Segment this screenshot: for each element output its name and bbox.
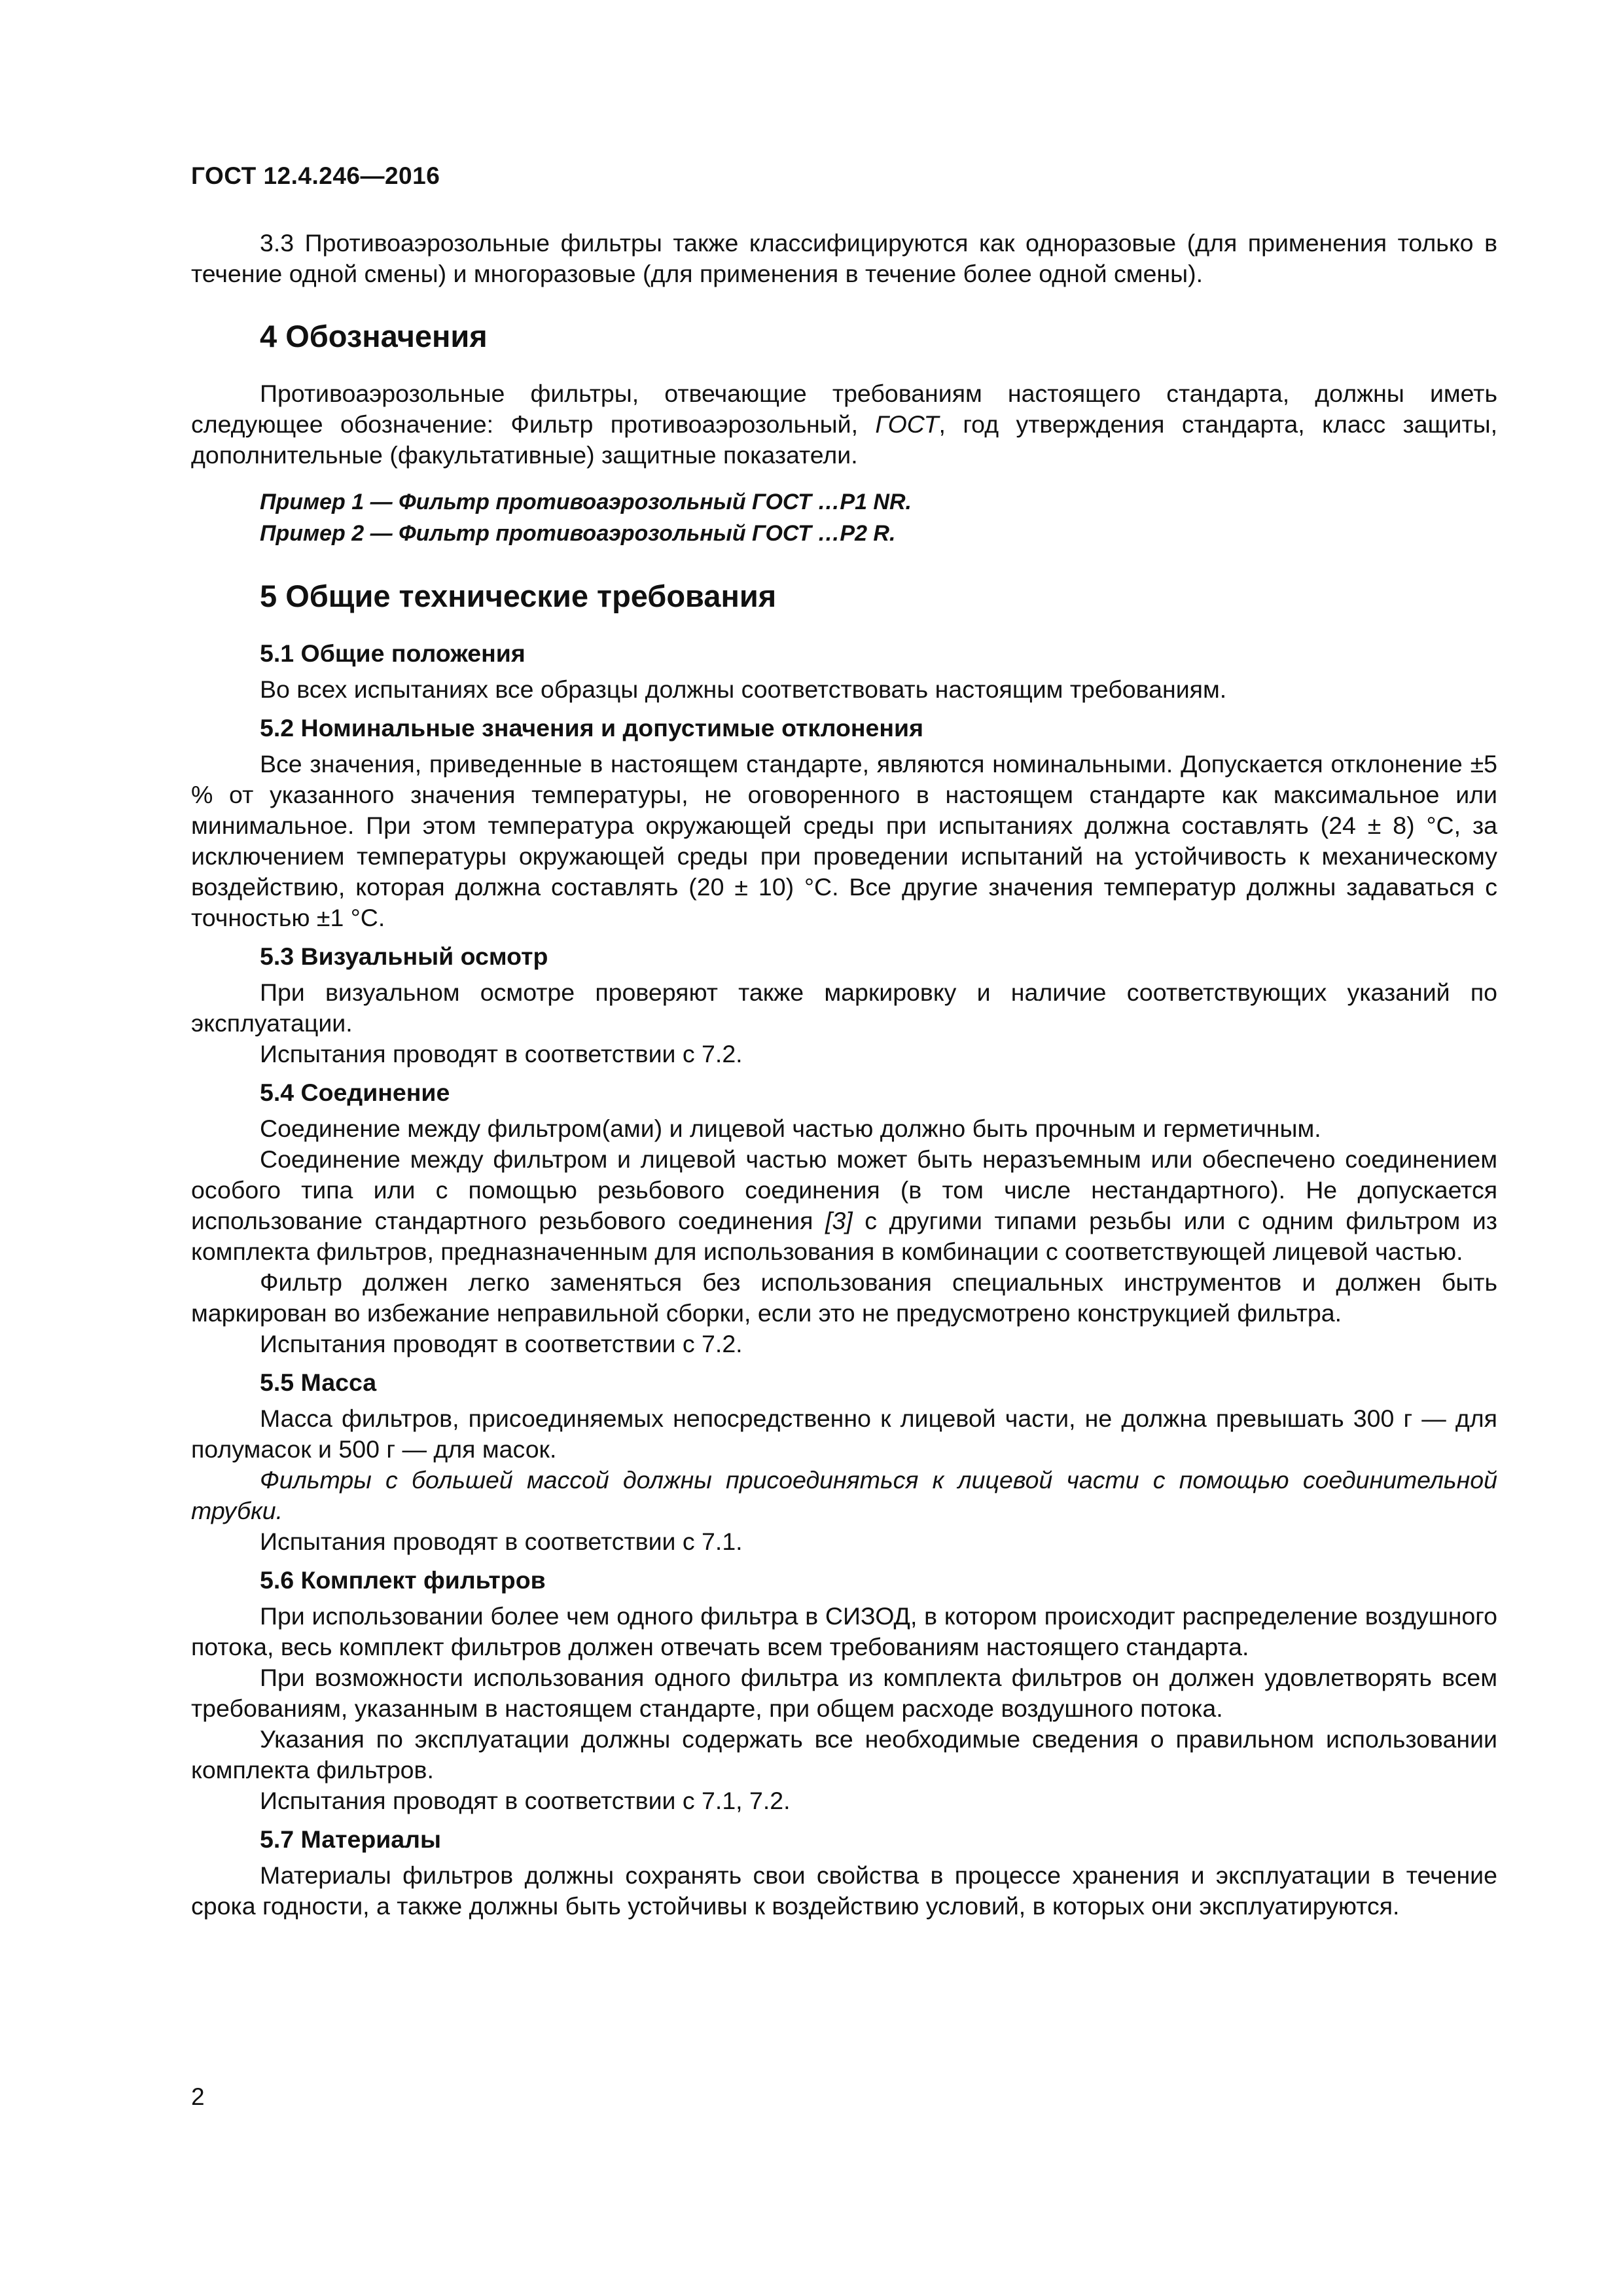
section-5-title: 5 Общие технические требования (260, 579, 777, 613)
subsection-5-4-p1: Соединение между фильтром(ами) и лицевой частью должно быть прочным и герметичным. (260, 1115, 1321, 1142)
subsection-5-5-p1: Масса фильтров, присоединяемых непосредственно к лицевой части, не должна превышать 300 г — для полумасок и 500 г — для масок. (191, 1405, 1497, 1463)
example-1: Пример 1 — Фильтр противоаэрозольный ГОСТ …Р1 NR. (260, 490, 912, 514)
section-4-text-b: , год утверждения стандарта, класс защиты, дополнительные (факультативные) защитные показатели. (191, 410, 1497, 469)
section-4-gost-italic: ГОСТ (875, 410, 939, 438)
section-4-title: 4 Обозначения (260, 319, 488, 353)
subsection-5-6-p1: При использовании более чем одного фильтра в СИЗОД, в котором происходит распределение воздушного потока, весь комплект фильтров должен отвечать всем требованиям настоящего стандарта. (191, 1602, 1497, 1660)
standard-header: ГОСТ 12.4.246—2016 (191, 162, 440, 189)
subsection-5-7-p1: Материалы фильтров должны сохранять свои свойства в процессе хранения и эксплуатации в течение срока годности, а также должны быть устойчивы к воздействию условий, в которых они эксплуатируются. (191, 1861, 1497, 1920)
subsection-5-6-p4: Испытания проводят в соответствии с 7.1, 7.2. (260, 1787, 791, 1814)
subsection-5-2-p1: Все значения, приведенные в настоящем стандарте, являются номинальными. Допускается отклонение ±5 % от указанного значения температуры, не оговоренного в настоящем стандарте как максимальное или минимальное. При этом температура окружающей среды при испытаниях должна составлять (24 ± 8) °С, за исключением температуры окружающей среды при проведении испытаний на устойчивость к механическому воздействию, которая должна составлять (20 ± 10) °С. Все другие значения температур должны задаваться с точностью ±1 °С. (191, 750, 1497, 931)
subsection-5-6-p2: При возможности использования одного фильтра из комплекта фильтров он должен удовлетворять всем требованиям, указанным в настоящем стандарте, при общем расходе воздушного потока. (191, 1664, 1497, 1722)
subsection-5-4-p4: Испытания проводят в соответствии с 7.2. (260, 1330, 743, 1357)
subsection-5-1-p1: Во всех испытаниях все образцы должны соответствовать настоящим требованиям. (260, 675, 1227, 703)
subsection-5-3-p2: Испытания проводят в соответствии с 7.2. (260, 1040, 743, 1067)
subsection-5-4-p3: Фильтр должен легко заменяться без использования специальных инструментов и должен быть маркирован во избежание неправильной сборки, если это не предусмотрено конструкцией фильтра. (191, 1268, 1497, 1327)
subsection-5-2-title: 5.2 Номинальные значения и допустимые отклонения (260, 714, 923, 742)
examples-block (191, 486, 1497, 549)
document-body (191, 228, 1497, 1922)
reference-3: [3] (825, 1207, 853, 1234)
section-4-text-a: Противоаэрозольные фильтры, отвечающие требованиям настоящего стандарта, должны иметь следующее обозначение: Фильтр противоаэрозольный, (191, 380, 1497, 438)
subsection-5-3-p1: При визуальном осмотре проверяют также маркировку и наличие соответствующих указаний по эксплуатации. (191, 978, 1497, 1037)
subsection-5-5-p3: Испытания проводят в соответствии с 7.1. (260, 1528, 743, 1555)
subsection-5-4-p2 (191, 1144, 1497, 1267)
subsection-5-5-title: 5.5 Масса (260, 1369, 377, 1396)
subsection-5-6-p3: Указания по эксплуатации должны содержать все необходимые сведения о правильном использовании комплекта фильтров. (191, 1725, 1497, 1784)
subsection-5-7-title: 5.7 Материалы (260, 1825, 441, 1853)
section-4-paragraph (191, 378, 1497, 471)
page-number: 2 (191, 2083, 205, 2110)
subsection-5-4-p2-b: с другими типами резьбы или с одним фильтром из комплекта фильтров, предназначенным для использования в комбинации с соответствующей лицевой частью. (191, 1207, 1497, 1265)
subsection-5-3-title: 5.3 Визуальный осмотр (260, 942, 548, 970)
subsection-5-6-title: 5.6 Комплект фильтров (260, 1566, 546, 1594)
paragraph-3-3: 3.3 Противоаэрозольные фильтры также классифицируются как одноразовые (для применения только в течение одной смены) и многоразовые (для применения в течение более одной смены). (191, 229, 1497, 287)
subsection-5-5-p2: Фильтры с большей массой должны присоединяться к лицевой части с помощью соединительной трубки. (191, 1466, 1497, 1524)
subsection-5-4-p2-a: Соединение между фильтром и лицевой частью может быть неразъемным или обеспечено соединением особого типа или с помощью резьбового соединения (в том числе нестандартного). Не допускается использование стандартного резьбового соединения (191, 1145, 1497, 1234)
subsection-5-1-title: 5.1 Общие положения (260, 639, 526, 667)
example-2: Пример 2 — Фильтр противоаэрозольный ГОСТ …Р2 R. (260, 521, 896, 546)
subsection-5-4-title: 5.4 Соединение (260, 1079, 450, 1106)
